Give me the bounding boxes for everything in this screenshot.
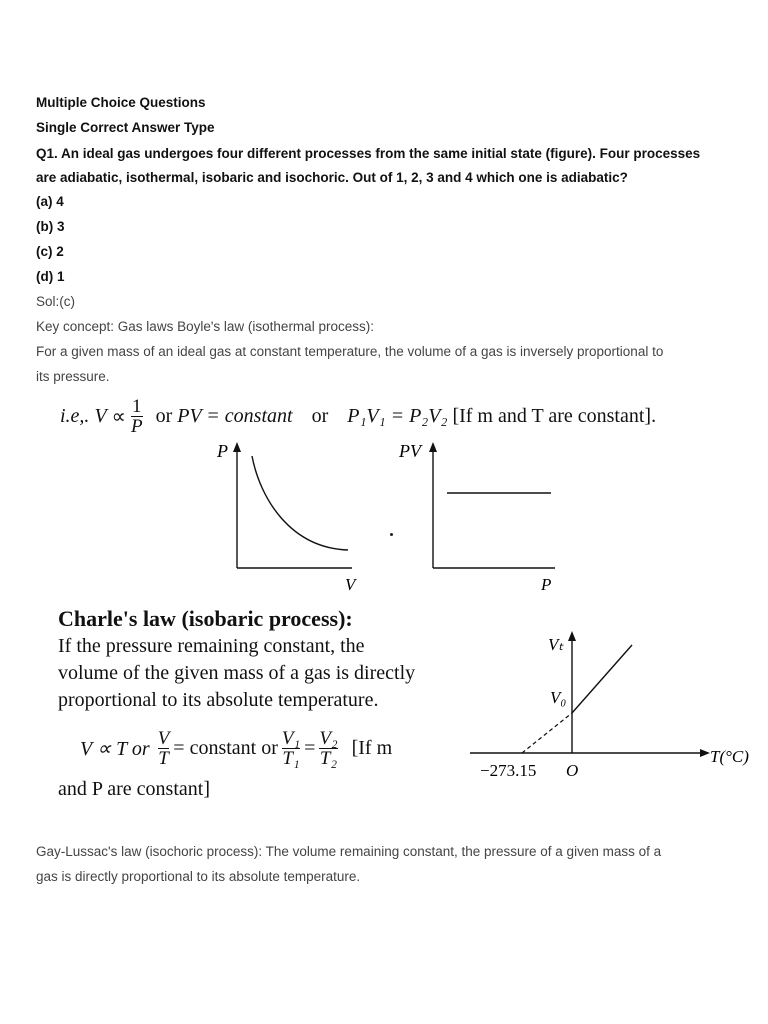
x-axis-label: T(°C) xyxy=(710,747,749,766)
x-axis-label: P xyxy=(541,575,552,594)
charles-vt-graph xyxy=(460,625,749,785)
x-axis-arrow xyxy=(700,749,710,757)
y-axis-label: Vₜ xyxy=(548,635,564,654)
boyle-statement-line-2: its pressure. xyxy=(36,369,110,384)
proportional-symbol: ∝ xyxy=(111,405,126,428)
hyperbola-curve xyxy=(252,456,348,550)
option-b: (b) 3 xyxy=(36,219,65,234)
fraction-denominator: T₁ xyxy=(282,747,300,769)
subsection-title: Single Correct Answer Type xyxy=(36,120,215,135)
section-title: Multiple Choice Questions xyxy=(36,95,206,110)
fraction-numerator: V₁ xyxy=(281,727,301,749)
y-axis-arrow xyxy=(429,442,437,452)
extrapolated-line xyxy=(522,713,572,753)
or-text-2: or xyxy=(311,404,329,427)
separator-dot xyxy=(390,533,393,536)
charles-condition-end: and P are constant] xyxy=(58,778,210,800)
option-d: (d) 1 xyxy=(36,269,65,284)
question-line-2: are adiabatic, isothermal, isobaric and isochoric. Out of 1, 2, 3 and 4 which one is adiabatic? xyxy=(36,170,628,185)
charles-equation xyxy=(80,722,392,774)
fraction-numerator: V₂ xyxy=(319,727,338,749)
y-axis-arrow xyxy=(568,631,576,641)
fraction-v-over-t xyxy=(158,729,170,768)
volume-line xyxy=(572,645,632,713)
v-symbol: V xyxy=(94,404,107,427)
charles-line-3: proportional to its absolute temperature. xyxy=(58,689,379,711)
fraction-denominator: T₂ xyxy=(319,747,338,769)
option-a: (a) 4 xyxy=(36,194,64,209)
charles-line-1: If the pressure remaining constant, the xyxy=(58,635,365,657)
condition-if-m: [If m xyxy=(351,736,393,759)
boyle-equation xyxy=(60,391,656,441)
boyle-condition: [If m and T are constant]. xyxy=(452,404,657,427)
y-axis-arrow xyxy=(233,442,241,452)
y-axis-label: PV xyxy=(399,441,421,461)
key-concept: Key concept: Gas laws Boyle's law (isothermal process): xyxy=(36,319,374,334)
boyle-pv-graph xyxy=(200,438,380,598)
fraction-denominator: P xyxy=(130,415,143,437)
equals-constant-or: = constant or xyxy=(173,736,278,759)
y-axis-label: P xyxy=(217,441,228,461)
question-line-1: Q1. An ideal gas undergoes four different processes from the same initial state (figure). Four processes xyxy=(36,146,701,161)
fraction-numerator: 1 xyxy=(132,395,142,417)
ie-label: i.e,. xyxy=(60,404,90,427)
solution-answer: Sol:(c) xyxy=(36,294,76,309)
gay-lussac-line-2: gas is directly proportional to its absolute temperature. xyxy=(36,869,361,884)
charles-title: Charle's law (isobaric process): xyxy=(58,606,353,631)
charles-line-2: volume of the given mass of a gas is directly xyxy=(58,662,416,684)
fraction-one-over-p xyxy=(131,397,143,436)
pv-constant: PV = constant xyxy=(177,404,293,427)
option-c: (c) 2 xyxy=(36,244,64,259)
v-prop-t: V ∝ T or xyxy=(80,737,150,760)
tick-absolute-zero: −273.15 xyxy=(480,761,537,780)
gay-lussac-line-1: Gay-Lussac's law (isochoric process): The volume remaining constant, the pressure of a given mass of a xyxy=(36,844,662,859)
or-text-1: or xyxy=(155,404,173,427)
v0-label: V₀ xyxy=(550,688,567,707)
fraction-v1-over-t1 xyxy=(282,729,300,768)
fraction-v2-over-t2 xyxy=(319,729,337,768)
tick-origin: O xyxy=(566,761,579,780)
boyle-pv-p-graph xyxy=(395,438,575,598)
fraction-numerator: V xyxy=(157,727,170,749)
equals-sign: = xyxy=(304,736,316,759)
boyle-statement-line-1: For a given mass of an ideal gas at constant temperature, the volume of a gas is inversely proportional to xyxy=(36,344,664,359)
p1v1-equation: P₁V₁ = P₂V₂ xyxy=(347,404,448,427)
fraction-denominator: T xyxy=(158,747,169,769)
x-axis-label: V xyxy=(345,575,356,594)
